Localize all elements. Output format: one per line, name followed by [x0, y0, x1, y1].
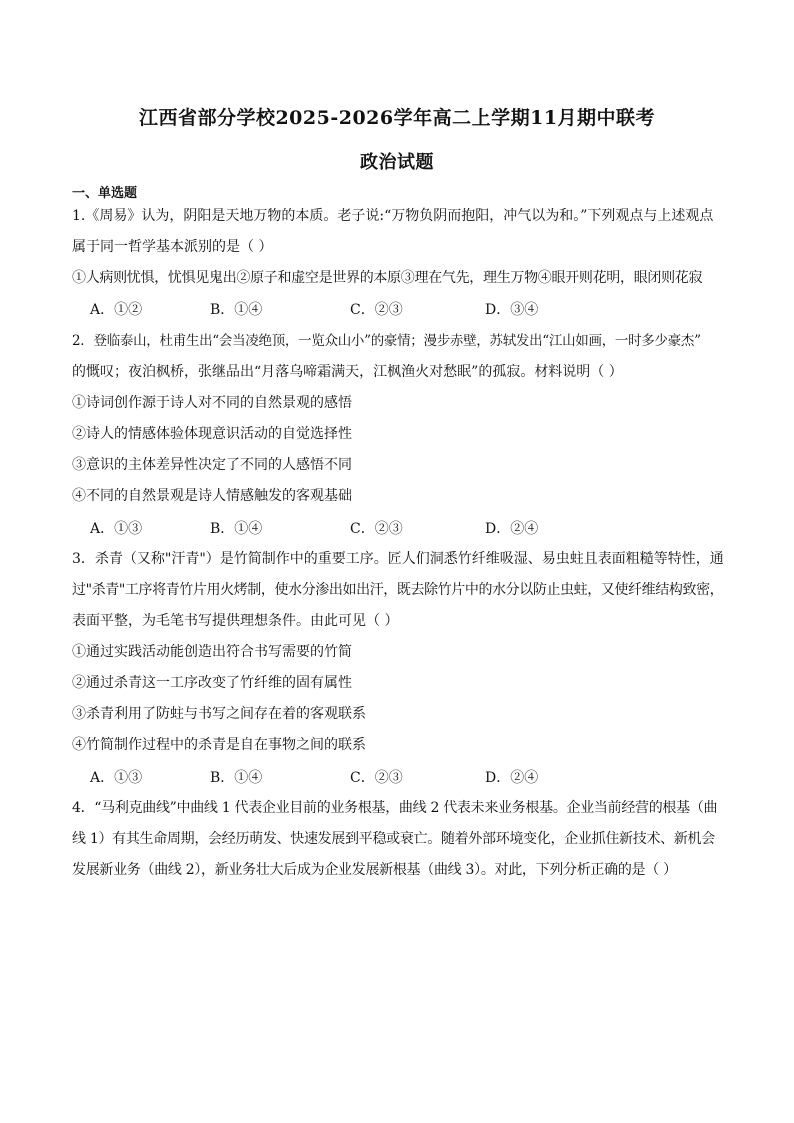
question-1-statements: ①人病则忧惧，忧惧见鬼出②原子和虚空是世界的本原③理在气先，理生万物④眼开则花明，眼闭则花寂: [72, 270, 703, 286]
question-2-statement-4: ④不同的自然景观是诗人情感触发的客观基础: [72, 488, 352, 504]
question-4-stem-line-2: 线 1）有其生命周期，会经历萌发、快速发展到平稳或衰亡。随着外部环境变化，企业抓住新技术、新机会: [72, 831, 715, 847]
question-4-stem-line-1: 4．“马利克曲线”中曲线 1 代表企业目前的业务根基，曲线 2 代表未来业务根基。企业当前经营的根基（曲: [72, 800, 718, 816]
option-c: C．②③: [350, 521, 403, 537]
question-2-options: [90, 518, 690, 538]
question-3-statement-1: ①通过实践活动能创造出符合书写需要的竹简: [72, 644, 352, 660]
option-b: B．①④: [210, 521, 263, 537]
question-3-options: [90, 767, 690, 787]
question-3-stem-line-1: 3．杀青（又称"汗青"）是竹简制作中的重要工序。匠人们洞悉竹纤维吸湿、易虫蛀且表面粗糙等特性，通: [72, 551, 724, 567]
section-heading: 一、单选题: [72, 186, 138, 201]
option-d: D．②④: [485, 770, 539, 786]
option-c: C．②③: [350, 770, 403, 786]
exam-subtitle: 政治试题: [360, 152, 434, 173]
question-2-statement-2: ②诗人的情感体验体现意识活动的自觉选择性: [72, 426, 352, 442]
question-2-statement-1: ①诗词创作源于诗人对不同的自然景观的感悟: [72, 395, 352, 411]
question-4-stem-line-3: 发展新业务（曲线 2），新业务壮大后成为企业发展新根基（曲线 3）。对此，下列分析正确的是（ ）: [72, 862, 677, 878]
option-b: B．①④: [210, 302, 263, 318]
question-1-stem-line-1: 1.《周易》认为，阴阳是天地万物的本质。老子说:“万物负阴而抱阳，冲气以为和。”下列观点与上述观点: [72, 208, 714, 224]
question-3-stem-line-3: 表面平整，为毛笔书写提供理想条件。由此可见（ ）: [72, 613, 399, 629]
option-c: C．②③: [350, 302, 403, 318]
option-a: A．①③: [90, 770, 143, 786]
question-1-options: [90, 299, 690, 319]
question-2-stem-line-1: 2．登临泰山，杜甫生出“会当凌绝顶，一览众山小”的豪情；漫步赤壁，苏轼发出“江山如画，一时多少豪杰”: [72, 333, 701, 349]
question-3-stem-line-2: 过"杀青"工序将青竹片用火烤制，使水分渗出如出汗，既去除竹片中的水分以防止虫蛀，又使纤维结构致密，: [72, 582, 724, 598]
option-a: A．①②: [90, 302, 143, 318]
question-2-statement-3: ③意识的主体差异性决定了不同的人感悟不同: [72, 457, 352, 473]
option-b: B．①④: [210, 770, 263, 786]
option-d: D．②④: [485, 521, 539, 537]
option-a: A．①③: [90, 521, 143, 537]
question-2-stem-line-2: 的慨叹；夜泊枫桥，张继品出“月落乌啼霜满天，江枫渔火对愁眠”的孤寂。材料说明（ ）: [72, 364, 623, 380]
question-3-statement-3: ③杀青利用了防蛀与书写之间存在着的客观联系: [72, 706, 366, 722]
question-3-statement-2: ②通过杀青这一工序改变了竹纤维的固有属性: [72, 675, 352, 691]
option-d: D．③④: [485, 302, 539, 318]
question-1-stem-line-2: 属于同一哲学基本派别的是（ ）: [72, 239, 273, 255]
question-3-statement-4: ④竹简制作过程中的杀青是自在事物之间的联系: [72, 737, 366, 753]
exam-title: 江西省部分学校2025-2026学年高二上学期11月期中联考: [138, 107, 656, 129]
